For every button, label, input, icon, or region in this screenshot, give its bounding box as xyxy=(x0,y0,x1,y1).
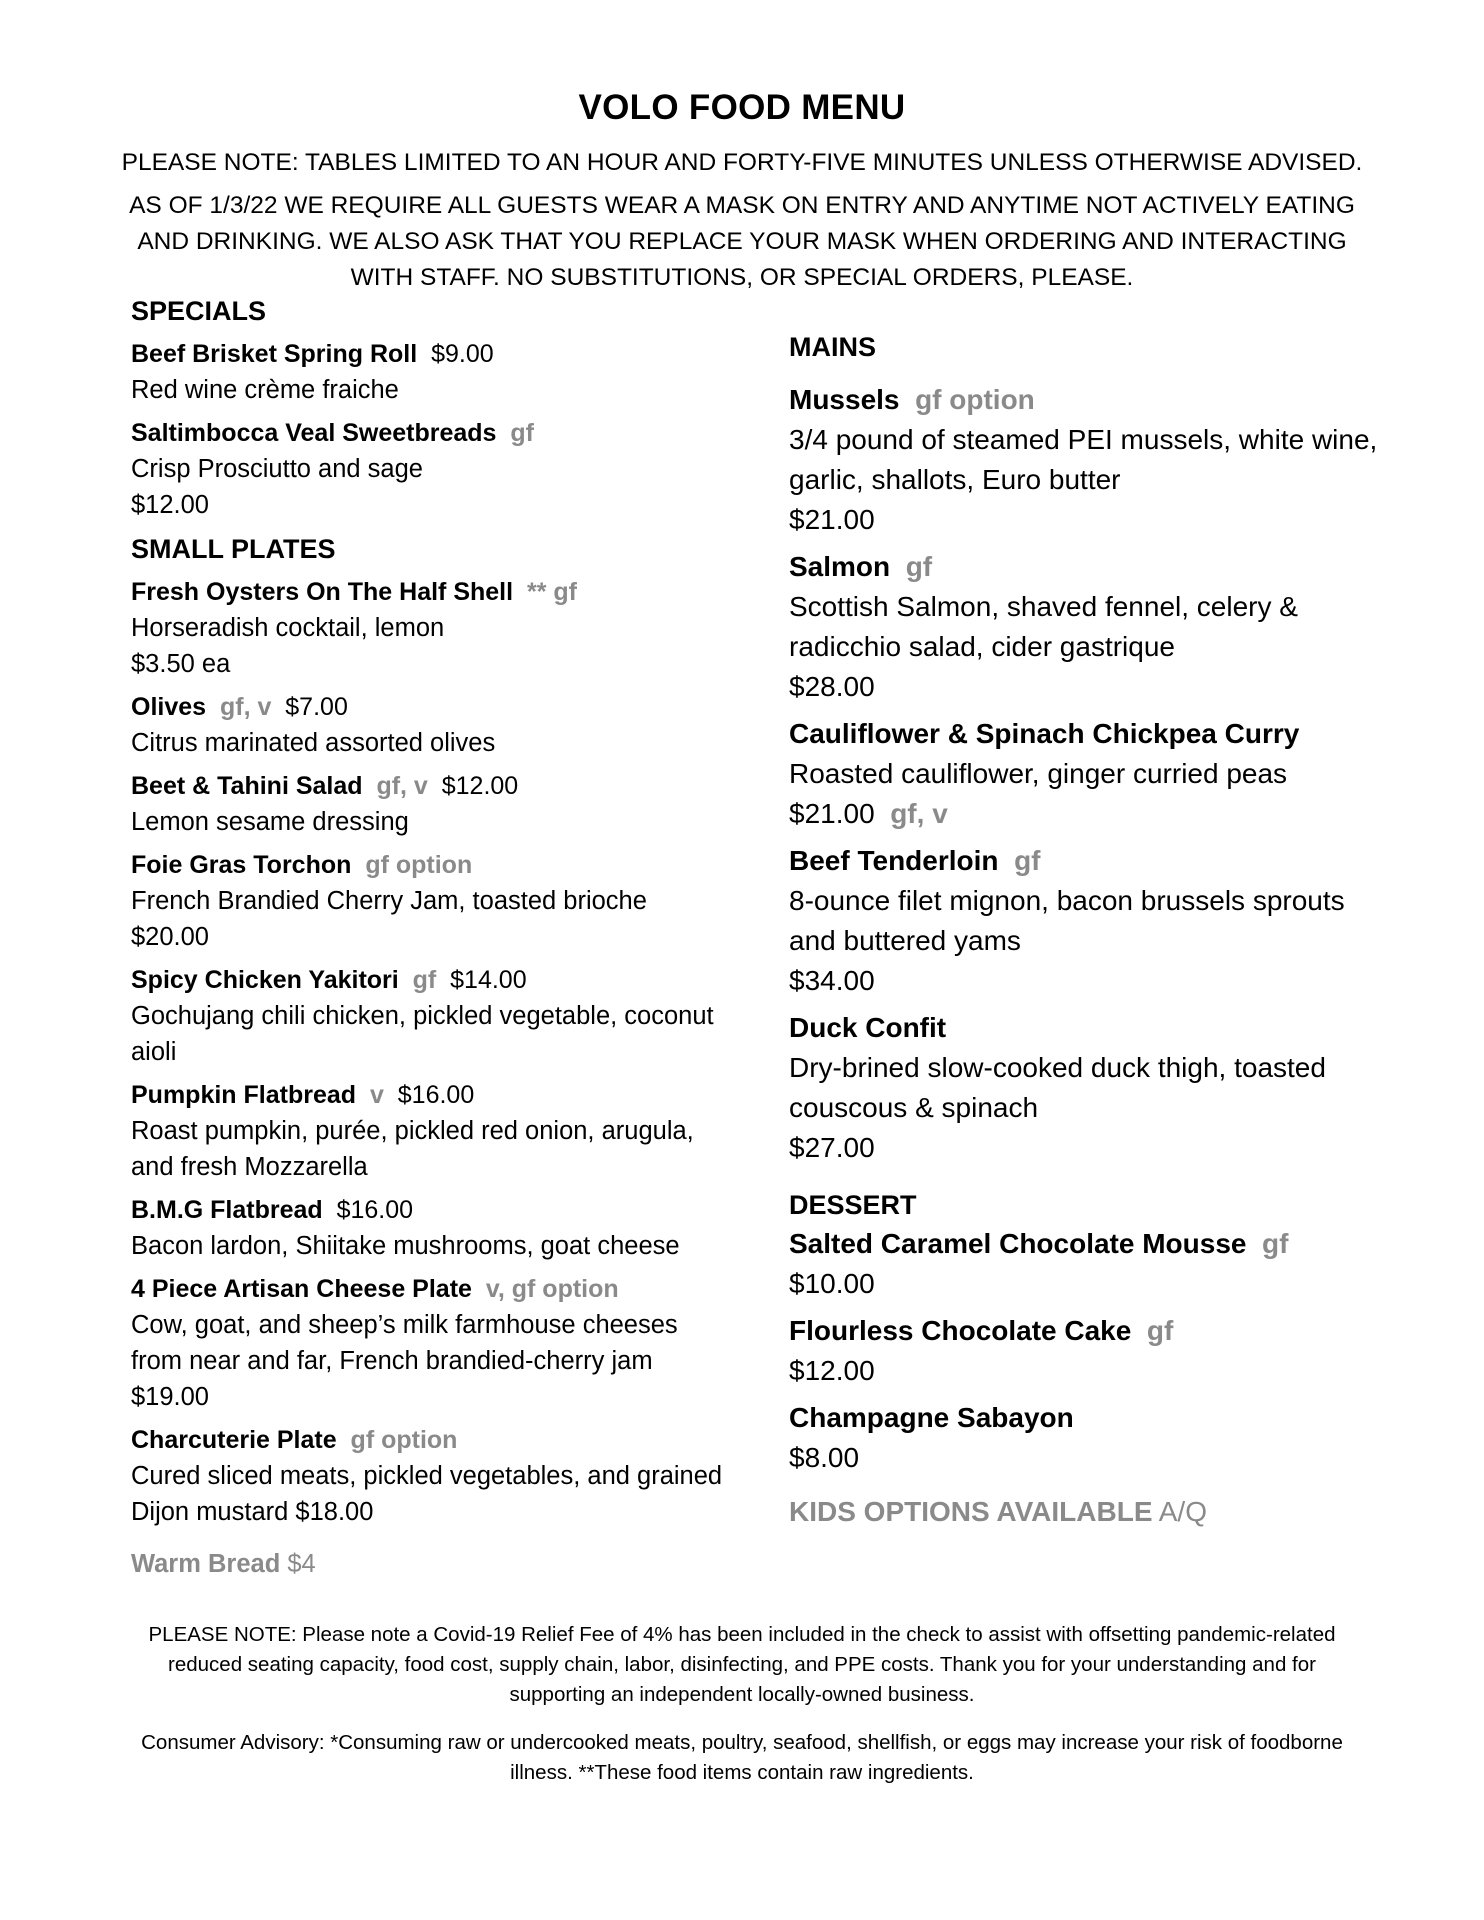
menu-item-header xyxy=(789,1224,1379,1264)
menu-item-description: Cured sliced meats, pickled vegetables, and grained Dijon mustard $18.00 xyxy=(131,1462,723,1526)
menu-item-name: Pumpkin Flatbread xyxy=(131,1081,357,1109)
dietary-tag: gf xyxy=(1014,845,1041,876)
mask-notice: AS OF 1/3/22 WE REQUIRE ALL GUESTS WEAR A MASK ON ENTRY AND ANYTIME NOT ACTIVELY EATING AND DRINKING. WE ALSO ASK THAT YOU REPLACE YOUR MASK WHEN ORDERING AND INTERACTING WITH STAFF. NO SUBSTITUTIONS, OR SPECIAL ORDERS, PLEASE. xyxy=(129,192,1355,291)
menu-item-description: Gochujang chili chicken, pickled vegetable, coconut aioli xyxy=(131,1002,714,1066)
menu-item-header xyxy=(131,336,731,372)
dietary-tag: v xyxy=(369,1081,384,1109)
menu-item-price: $10.00 xyxy=(789,1268,875,1299)
menu-item-header xyxy=(131,1422,731,1458)
menu-item-name: Flourless Chocolate Cake xyxy=(789,1315,1132,1346)
small-plates-list xyxy=(131,574,731,1530)
dessert-heading: DESSERT xyxy=(789,1190,917,1220)
menu-item-description: Bacon lardon, Shiitake mushrooms, goat cheese xyxy=(131,1232,680,1260)
menu-item xyxy=(789,547,1379,707)
dietary-tag: gf xyxy=(1146,1315,1174,1346)
dietary-tag: v, gf option xyxy=(485,1275,619,1303)
menu-item-header xyxy=(789,841,1379,881)
menu-item-header xyxy=(789,1311,1379,1351)
menu-item-header xyxy=(131,415,731,451)
menu-item-description: 8-ounce filet mignon, bacon brussels sprouts and buttered yams xyxy=(789,885,1345,956)
menu-item-price: $34.00 xyxy=(789,965,875,996)
menu-item xyxy=(131,1271,731,1415)
menu-item xyxy=(131,415,731,523)
menu-item xyxy=(789,380,1379,540)
warm-bread-price: $4 xyxy=(287,1550,316,1578)
menu-item xyxy=(789,1311,1379,1391)
menu-item-header xyxy=(131,1077,731,1113)
menu-item xyxy=(789,1398,1379,1478)
dietary-tag: gf, v xyxy=(219,693,272,721)
menu-item xyxy=(131,1422,731,1530)
specials-heading: SPECIALS xyxy=(131,296,267,326)
menu-item-name: Beef Tenderloin xyxy=(789,845,999,876)
menu-item-price: $20.00 xyxy=(131,923,209,951)
left-column xyxy=(131,292,731,1582)
dietary-tag: gf, v xyxy=(890,798,948,829)
menu-item-name: B.M.G Flatbread xyxy=(131,1196,323,1224)
menu-item-name: Spicy Chicken Yakitori xyxy=(131,966,399,994)
menu-item-description: Cow, goat, and sheep’s milk farmhouse cheeses from near and far, French brandied-cherry jam xyxy=(131,1311,678,1375)
menu-item-description: Roast pumpkin, purée, pickled red onion, arugula, and fresh Mozzarella xyxy=(131,1117,694,1181)
menu-item-name: Beef Brisket Spring Roll xyxy=(131,340,418,368)
page-title: VOLO FOOD MENU xyxy=(578,88,906,127)
menu-item-description: French Brandied Cherry Jam, toasted brioche xyxy=(131,887,647,915)
menu-item-price: $16.00 xyxy=(336,1196,414,1224)
menu-item-name: Olives xyxy=(131,693,207,721)
dietary-tag: gf option xyxy=(915,384,1035,415)
menu-item-name: Fresh Oysters On The Half Shell xyxy=(131,578,514,606)
menu-item-price: $14.00 xyxy=(450,966,527,994)
menu-item-description: Roasted cauliflower, ginger curried peas xyxy=(789,758,1288,789)
menu-item-description: Lemon sesame dressing xyxy=(131,808,409,836)
menu-item xyxy=(131,689,731,761)
table-limit-notice: PLEASE NOTE: TABLES LIMITED TO AN HOUR AND FORTY-FIVE MINUTES UNLESS OTHERWISE ADVISED. xyxy=(121,149,1363,176)
kids-options xyxy=(789,1492,1379,1532)
menu-item-price: $27.00 xyxy=(789,1132,875,1163)
menu-item-header xyxy=(131,1192,731,1228)
menu-item-header xyxy=(789,380,1379,420)
menu-item-name: Champagne Sabayon xyxy=(789,1402,1074,1433)
menu-item-price-line xyxy=(789,500,1379,540)
menu-item-name: Salted Caramel Chocolate Mousse xyxy=(789,1228,1247,1259)
menu-item-price-line xyxy=(789,1128,1379,1168)
menu-item xyxy=(131,574,731,682)
menu-item-price-line xyxy=(789,667,1379,707)
menu-item-header xyxy=(131,1271,731,1307)
menu-item-name: Salmon xyxy=(789,551,891,582)
kids-options-label: KIDS OPTIONS AVAILABLE xyxy=(789,1496,1153,1527)
warm-bread-label: Warm Bread xyxy=(131,1550,281,1578)
menu-item-header xyxy=(789,714,1379,754)
menu-item-price: $12.00 xyxy=(789,1355,875,1386)
menu-item-name: Duck Confit xyxy=(789,1012,947,1043)
menu-item-description: 3/4 pound of steamed PEI mussels, white wine, garlic, shallots, Euro butter xyxy=(789,424,1378,495)
menu-item-name: Cauliflower & Spinach Chickpea Curry xyxy=(789,718,1300,749)
menu-item-price: $21.00 xyxy=(789,798,875,829)
mains-list xyxy=(789,380,1379,1168)
menu-item-price-line xyxy=(131,487,731,523)
menu-item-price-line xyxy=(789,1264,1379,1304)
menu-item-price: $3.50 ea xyxy=(131,650,231,678)
menu-item xyxy=(131,336,731,408)
menu-item-header xyxy=(131,768,731,804)
menu-item-description: Horseradish cocktail, lemon xyxy=(131,614,445,642)
menu-item-price-line xyxy=(131,1379,731,1415)
menu-item xyxy=(131,962,731,1070)
menu-item-price: $21.00 xyxy=(789,504,875,535)
menu-item-name: 4 Piece Artisan Cheese Plate xyxy=(131,1275,472,1303)
warm-bread xyxy=(131,1546,731,1582)
small-plates-heading: SMALL PLATES xyxy=(131,534,336,564)
kids-options-suffix: A/Q xyxy=(1158,1496,1207,1527)
menu-item xyxy=(789,714,1379,834)
menu-item-price: $12.00 xyxy=(131,491,209,519)
dietary-tag: gf option xyxy=(350,1426,458,1454)
menu-item-description: Dry-brined slow-cooked duck thigh, toasted couscous & spinach xyxy=(789,1052,1326,1123)
relief-fee-note: PLEASE NOTE: Please note a Covid-19 Relief Fee of 4% has been included in the check to assist with offsetting pandemic-related reduced seating capacity, food cost, supply chain, labor, disinfecting, and PPE costs. Thank you for your understanding and for supporting an independent locally-owned business. xyxy=(148,1623,1336,1706)
menu-item-price-line xyxy=(131,919,731,955)
menu-item-price: $7.00 xyxy=(285,693,348,721)
menu-item-price-line xyxy=(789,1351,1379,1391)
menu-item-price: $28.00 xyxy=(789,671,875,702)
menu-item-header xyxy=(131,574,731,610)
menu-item-price-line xyxy=(789,1438,1379,1478)
menu-item-price-line xyxy=(789,961,1379,1001)
menu-item-header xyxy=(789,547,1379,587)
dietary-tag: ** gf xyxy=(526,578,577,606)
consumer-advisory: Consumer Advisory: *Consuming raw or undercooked meats, poultry, seafood, shellfish, or eggs may increase your risk of foodborne illness. **These food items contain raw ingredients. xyxy=(141,1731,1343,1784)
menu-item-price: $16.00 xyxy=(397,1081,475,1109)
menu-item xyxy=(789,841,1379,1001)
menu-item-description: Scottish Salmon, shaved fennel, celery & radicchio salad, cider gastrique xyxy=(789,591,1298,662)
menu-item-name: Beet & Tahini Salad xyxy=(131,772,363,800)
menu-item-header xyxy=(789,1008,1379,1048)
menu-item xyxy=(131,1077,731,1185)
menu-item-price: $8.00 xyxy=(789,1442,860,1473)
menu-item-header xyxy=(131,847,731,883)
menu-item xyxy=(789,1224,1379,1304)
dietary-tag: gf option xyxy=(365,851,473,879)
menu-item-price-line xyxy=(131,646,731,682)
dietary-tag: gf xyxy=(412,966,437,994)
dietary-tag: gf xyxy=(510,419,534,447)
menu-item-name: Charcuterie Plate xyxy=(131,1426,337,1454)
dietary-tag: gf, v xyxy=(376,772,428,800)
menu-item-price: $19.00 xyxy=(131,1383,209,1411)
menu-item-header xyxy=(789,1398,1379,1438)
menu-item-description: Red wine crème fraiche xyxy=(131,376,399,404)
menu-item xyxy=(131,768,731,840)
dietary-tag: gf xyxy=(1262,1228,1289,1259)
menu-item-header xyxy=(131,962,731,998)
menu-item-header xyxy=(131,689,731,725)
dessert-list xyxy=(789,1224,1379,1478)
menu-item-description: Crisp Prosciutto and sage xyxy=(131,455,423,483)
menu-item xyxy=(131,847,731,955)
menu-item-price: $12.00 xyxy=(441,772,519,800)
menu-item-name: Saltimbocca Veal Sweetbreads xyxy=(131,419,497,447)
menu-item-name: Foie Gras Torchon xyxy=(131,851,352,879)
menu-item xyxy=(789,1008,1379,1168)
menu-item-description: Citrus marinated assorted olives xyxy=(131,729,496,757)
specials-list xyxy=(131,336,731,523)
right-column xyxy=(789,328,1379,1532)
dietary-tag: gf xyxy=(905,551,933,582)
menu-item-price: $9.00 xyxy=(431,340,494,368)
mains-heading: MAINS xyxy=(789,332,876,362)
menu-item-price-line xyxy=(789,794,1379,834)
menu-item-name: Mussels xyxy=(789,384,900,415)
menu-item xyxy=(131,1192,731,1264)
